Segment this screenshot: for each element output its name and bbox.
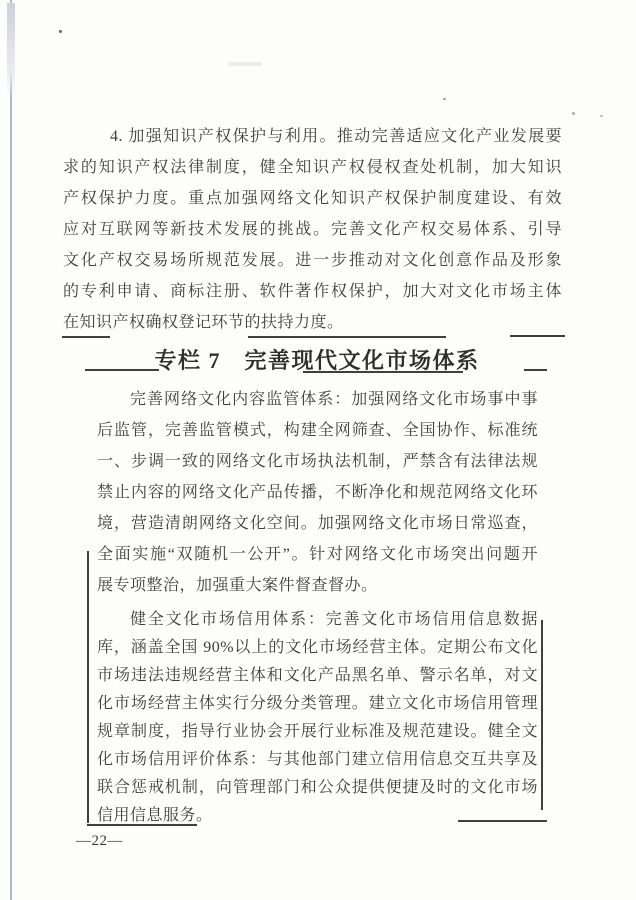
scan-smudge [228,62,262,66]
page-number: —22— [76,833,123,849]
paragraph-line: 联合惩戒机制，向管理部门和公众提供便捷及时的文化市场 [97,779,538,796]
paragraph-line: 化市场信用评价体系：与其他部门建立信用信息交互共享及 [97,751,538,768]
paragraph-line: 健全文化市场信用体系：完善文化市场信用信息数据 [130,611,538,628]
paragraph-line: 求的知识产权法律制度，健全知识产权侵权查处机制，加大知识 [63,159,562,176]
paragraph-line: 4. 加强知识产权保护与利用。推动完善适应文化产业发展要 [110,128,562,145]
box-paragraph-1 [97,384,538,601]
box-border-segment [248,336,446,338]
paragraph-line: 禁止内容的网络文化产品传播，不断净化和规范网络文化环 [97,484,538,501]
paragraph-line: 后监管，完善监管模式，构建全网筛查、全国协作、标准统 [97,422,538,439]
paragraph-line: 市场违法违规经营主体和文化产品黑名单、警示名单，对文 [97,667,538,684]
scan-speck [572,112,575,115]
box-border-segment [510,335,565,337]
paragraph-line: 文化产权交易场所规范发展。进一步推动对文化创意作品及形象 [63,252,562,269]
paragraph-line: 规章制度，指导行业协会开展行业标准及规范建设。健全文 [97,723,538,740]
paragraph-line: 全面实施“双随机一公开”。针对网络文化市场突出问题开 [97,546,538,563]
body-paragraph [63,121,562,338]
box-paragraph-2 [97,606,538,830]
box-border-left [87,551,89,823]
paragraph-line: 在知识产权确权登记环节的扶持力度。 [63,314,344,331]
box-title: 专栏 7 完善现代文化市场体系 [154,348,480,373]
paragraph-line: 境，营造清朗网络文化空间。加强网络文化市场日常巡查， [97,515,538,532]
paragraph-line: 的专利申请、商标注册、软件著作权保护，加大对文化市场主体 [63,283,562,300]
box-border-segment [62,336,110,338]
scan-left-edge-shadow [7,3,15,98]
paragraph-line: 产权保护力度。重点加强网络文化知识产权保护制度建设、有效 [63,190,562,207]
paragraph-line: 信用信息服务。 [97,807,213,824]
scan-speck [600,115,603,117]
scan-left-edge-line [10,0,12,900]
paragraph-line: 展专项整治，加强重大案件督查督办。 [97,577,378,594]
paragraph-line: 应对互联网等新技术发展的挑战。完善文化产权交易体系、引导 [63,221,562,238]
scan-speck [443,98,446,100]
paragraph-line: 完善网络文化内容监管体系：加强网络文化市场事中事 [130,391,538,408]
paragraph-line: 化市场经营主体实行分级分类管理。建立文化市场信用管理 [97,695,538,712]
paragraph-line: 一、步调一致的网络文化市场执法机制，严禁含有法律法规 [97,453,538,470]
scan-speck [59,30,62,33]
paragraph-line: 库，涵盖全国 90%以上的文化市场经营主体。定期公布文化 [97,639,538,656]
box-border-right [541,620,543,810]
